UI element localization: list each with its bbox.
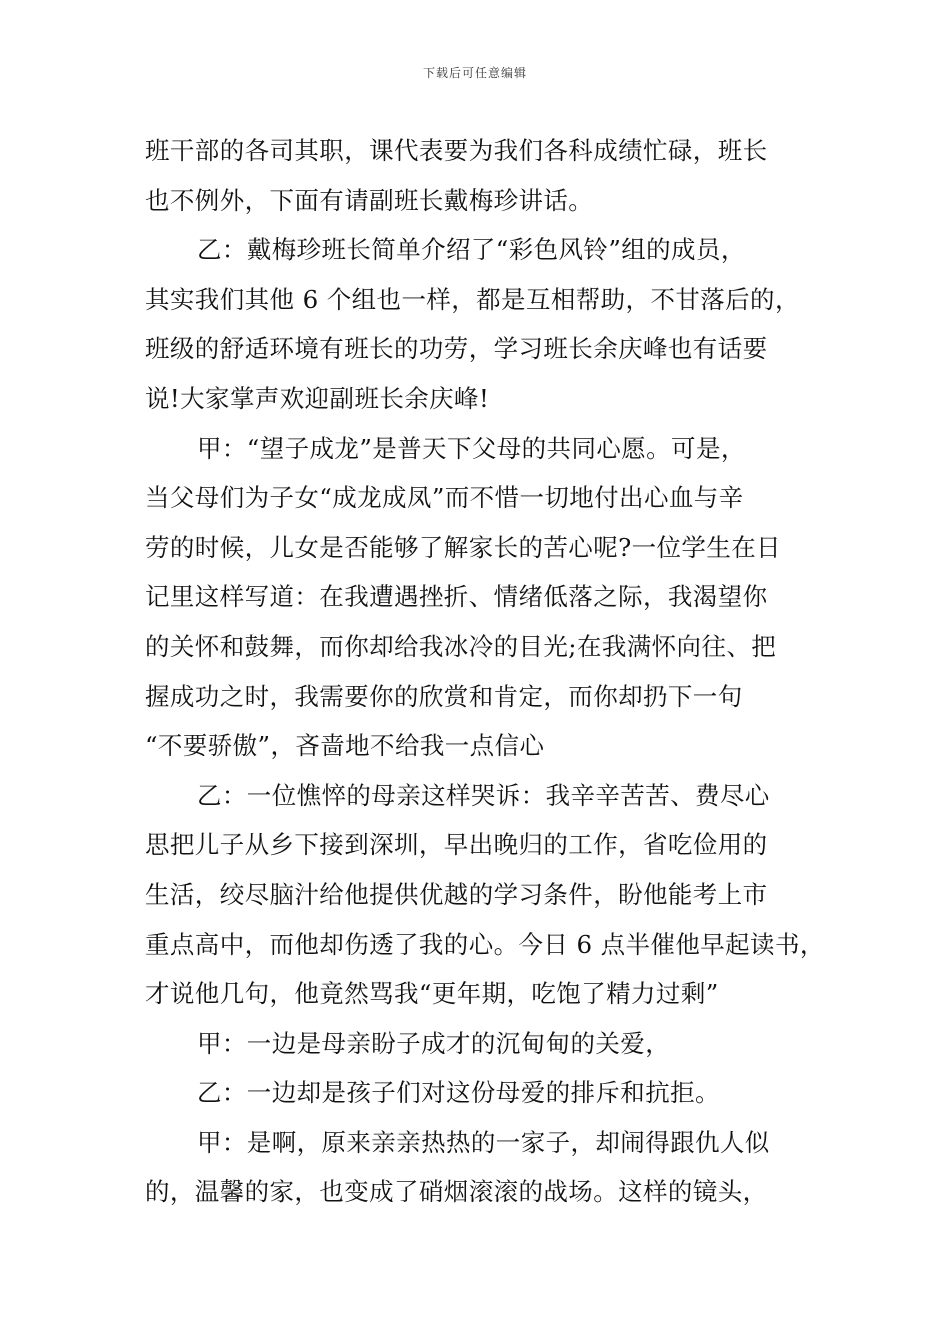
text-line: 生活，绞尽脑汁给他提供优越的学习条件，盼他能考上市 [145, 879, 768, 909]
text-line: 甲：是啊，原来亲亲热热的一家子，却闹得跟仇人似 [197, 1127, 770, 1157]
text-line: 握成功之时，我需要你的欣赏和肯定，而你却扔下一句 [145, 681, 743, 711]
text-line: 才说他几句，他竟然骂我“更年期，吃饱了精力过剩” [145, 979, 719, 1009]
text-line: 劳的时候，儿女是否能够了解家长的苦心呢?一位学生在日 [145, 532, 782, 562]
text-line: 班级的舒适环境有班长的功劳，学习班长余庆峰也有话要 [145, 334, 768, 364]
text-line: 的，温馨的家，也变成了硝烟滚滚的战场。这样的镜头， [145, 1177, 768, 1207]
text-line: 重点高中，而他却伤透了我的心。今日 6 点半催他早起读书， [145, 929, 825, 959]
text-line: 乙：一位憔悴的母亲这样哭诉：我辛辛苦苦、费尽心 [197, 780, 770, 810]
document-body [145, 126, 835, 1217]
text-line: 班干部的各司其职，课代表要为我们各科成绩忙碌，班长 [145, 136, 768, 165]
text-line: 甲：一边是母亲盼子成才的沉甸甸的关爱， [197, 1028, 671, 1058]
text-line: 乙：一边却是孩子们对这份母爱的排斥和抗拒。 [197, 1078, 720, 1108]
text-line: 说!大家掌声欢迎副班长余庆峰! [145, 383, 490, 413]
page-header: 下载后可任意编辑 [422, 66, 527, 80]
text-line: 思把儿子从乡下接到深圳，早出晚归的工作，省吃俭用的 [145, 830, 768, 860]
text-line: 记里这样写道：在我遭遇挫折、情绪低落之际，我渴望你 [145, 582, 768, 612]
text-line: 其实我们其他 6 个组也一样，都是互相帮助，不甘落后的， [145, 284, 800, 314]
text-line: 的关怀和鼓舞，而你却给我冰冷的目光;在我满怀向往、把 [145, 631, 777, 661]
text-line: 当父母们为子女“成龙成凤”而不惜一切地付出心血与辛 [145, 483, 744, 513]
text-line: “不要骄傲”，吝啬地不给我一点信心 [145, 731, 545, 761]
text-line: 甲：“望子成龙”是普天下父母的共同心愿。可是， [197, 433, 746, 463]
text-line: 也不例外，下面有请副班长戴梅珍讲话。 [145, 185, 594, 215]
text-line: 乙：戴梅珍班长简单介绍了“彩色风铃”组的成员， [197, 235, 746, 265]
